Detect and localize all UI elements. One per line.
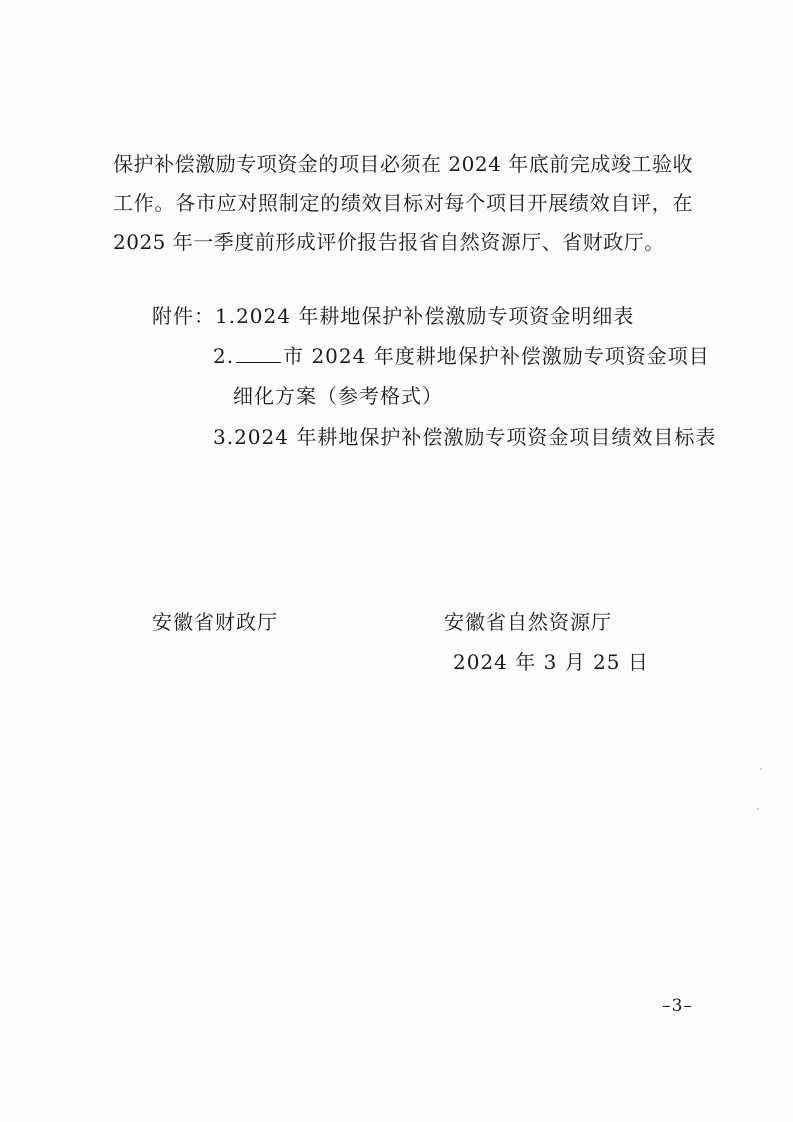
attachments-label: 附件： — [152, 304, 215, 328]
blank-underline — [236, 342, 281, 363]
body-line-1: 保护补偿激励专项资金的项目必须在 2024 年底前完成竣工验收 — [113, 152, 693, 176]
scan-speck — [760, 768, 762, 770]
attachment-item-3: 3.2024 年耕地保护补偿激励专项资金项目绩效目标表 — [213, 425, 717, 449]
attachment-item-2-number: 2. — [213, 344, 235, 368]
attachments-first-line — [152, 302, 634, 330]
scan-speck — [757, 808, 759, 810]
attachment-item-1: 1.2024 年耕地保护补偿激励专项资金明细表 — [215, 304, 635, 328]
body-line-2: 工作。各市应对照制定的绩效目标对每个项目开展绩效自评，在 — [113, 191, 693, 215]
signature-natural-resources-dept: 安徽省自然资源厅 — [444, 610, 612, 634]
page-number: –3– — [662, 996, 693, 1016]
signature-finance-dept: 安徽省财政厅 — [152, 610, 278, 634]
attachment-item-2-text: 市 2024 年度耕地保护补偿激励专项资金项目 — [283, 344, 710, 368]
attachment-item-2-continuation: 细化方案（参考格式） — [233, 384, 443, 408]
attachment-item-2 — [213, 342, 710, 370]
signature-date: 2024 年 3 月 25 日 — [453, 650, 649, 674]
body-line-3: 2025 年一季度前形成评价报告报省自然资源厅、省财政厅。 — [113, 230, 665, 254]
